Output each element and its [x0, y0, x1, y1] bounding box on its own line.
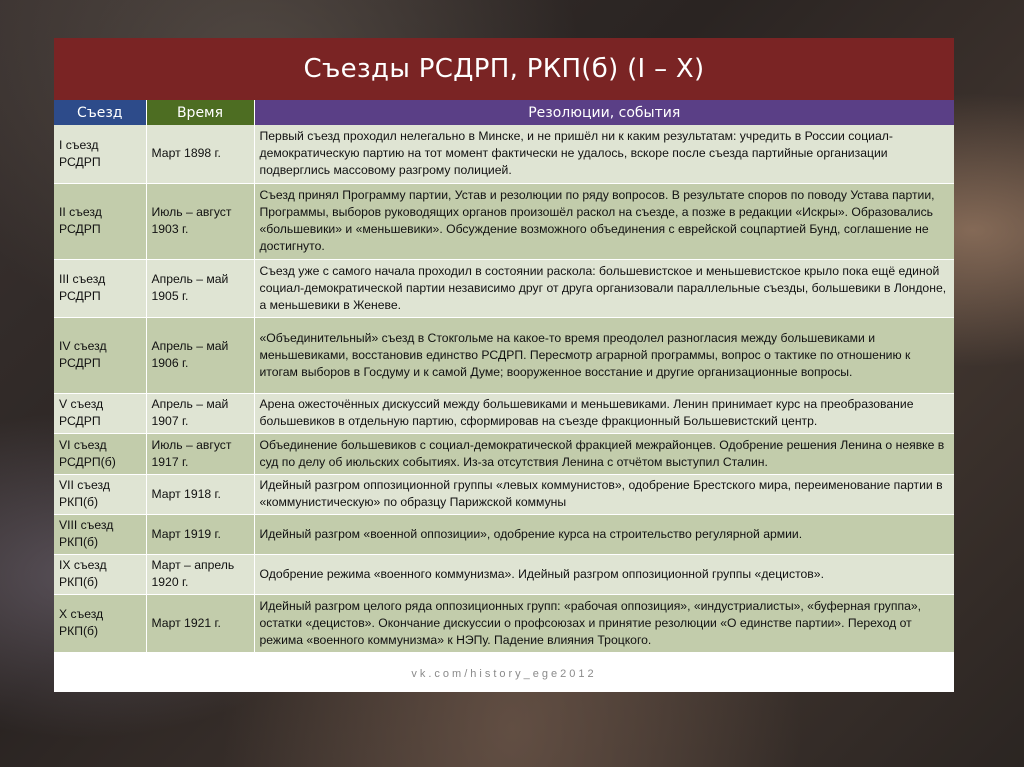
- cell-congress: III съезд РСДРП: [54, 259, 146, 317]
- table-row: [54, 594, 954, 652]
- table-row: [54, 393, 954, 433]
- title-bar: [54, 38, 954, 100]
- cell-congress: II съезд РСДРП: [54, 183, 146, 259]
- table-header-row: [54, 100, 954, 125]
- cell-congress: I съезд РСДРП: [54, 125, 146, 183]
- congress-table: [54, 100, 954, 653]
- cell-events: Первый съезд проходил нелегально в Минске, и не пришёл ни к каким результатам: учредить в России социал-демократическую партию на тот момент фактически не удалось, вскоре после съезда партийные организации подверглись массовому разгрому полицией.: [254, 125, 954, 183]
- cell-time: Апрель – май 1907 г.: [146, 393, 254, 433]
- header-time: Время: [146, 100, 254, 125]
- page-title: Съезды РСДРП, РКП(б) (I – X): [303, 54, 705, 84]
- table-row: [54, 259, 954, 317]
- cell-events: Идейный разгром «военной оппозиции», одобрение курса на строительство регулярной армии.: [254, 514, 954, 554]
- cell-congress: X съезд РКП(б): [54, 594, 146, 652]
- table-row: [54, 317, 954, 393]
- table-row: [54, 514, 954, 554]
- cell-events: Идейный разгром целого ряда оппозиционных групп: «рабочая оппозиция», «индустриалисты», «буферная группа», остатки «децистов». Окончание дискуссии о профсоюзах и принятие резолюции «О единстве партии». Переход от режима «военного коммунизма» к НЭПу. Падение влияния Троцкого.: [254, 594, 954, 652]
- footer-source: vk.com/history_ege2012: [411, 668, 597, 680]
- cell-time: Март – апрель 1920 г.: [146, 554, 254, 594]
- cell-events: Съезд принял Программу партии, Устав и резолюции по ряду вопросов. В результате споров по поводу Устава партии, Программы, выборов руководящих органов произошёл раскол на съезде, а позже в редакции «Искры». Образовались «большевики» и «меньшевики». Обсуждение возможного объединения с еврейской соцпартией Бунд, соглашение не достигнуто.: [254, 183, 954, 259]
- cell-congress: IX съезд РКП(б): [54, 554, 146, 594]
- table-row: [54, 433, 954, 474]
- cell-time: Апрель – май 1905 г.: [146, 259, 254, 317]
- cell-time: Март 1898 г.: [146, 125, 254, 183]
- cell-time: Март 1921 г.: [146, 594, 254, 652]
- table-row: [54, 474, 954, 514]
- cell-congress: VII съезд РКП(б): [54, 474, 146, 514]
- table-row: [54, 183, 954, 259]
- table-row: [54, 125, 954, 183]
- cell-time: Июль – август 1903 г.: [146, 183, 254, 259]
- cell-congress: VIII съезд РКП(б): [54, 514, 146, 554]
- cell-events: Одобрение режима «военного коммунизма». Идейный разгром оппозиционной группы «децистов».: [254, 554, 954, 594]
- table-row: [54, 554, 954, 594]
- cell-time: Март 1918 г.: [146, 474, 254, 514]
- cell-congress: VI съезд РСДРП(б): [54, 433, 146, 474]
- cell-time: Апрель – май 1906 г.: [146, 317, 254, 393]
- cell-events: «Объединительный» съезд в Стокгольме на какое-то время преодолел разногласия между большевиками и меньшевиками, восстановив единство РСДРП. Пересмотр аграрной программы, вопрос о тактике по отношению к итогам выборов в Госдуму и к самой Думе; вооруженное восстание и другие организационные вопросы.: [254, 317, 954, 393]
- cell-congress: V съезд РСДРП: [54, 393, 146, 433]
- cell-time: Июль – август 1917 г.: [146, 433, 254, 474]
- slide: [54, 38, 954, 692]
- header-events: Резолюции, события: [254, 100, 954, 125]
- cell-events: Съезд уже с самого начала проходил в состоянии раскола: большевистское и меньшевистское крыло пока ещё единой социал-демократической партии независимо друг от друга организовали параллельные съезды, большевики в Лондоне, а меньшевики в Женеве.: [254, 259, 954, 317]
- cell-events: Идейный разгром оппозиционной группы «левых коммунистов», одобрение Брестского мира, переименование партии в «коммунистическую» по образцу Парижской коммуны: [254, 474, 954, 514]
- cell-time: Март 1919 г.: [146, 514, 254, 554]
- header-congress: Съезд: [54, 100, 146, 125]
- cell-congress: IV съезд РСДРП: [54, 317, 146, 393]
- cell-events: Объединение большевиков с социал-демократической фракцией межрайонцев. Одобрение решения Ленина о неявке в суд по делу об июльских событиях. Из-за отсутствия Ленина с отчётом выступил Сталин.: [254, 433, 954, 474]
- cell-events: Арена ожесточённых дискуссий между большевиками и меньшевиками. Ленин принимает курс на преобразование большевиков в отдельную партию, сформировав на съезде фракционный Большевистский центр.: [254, 393, 954, 433]
